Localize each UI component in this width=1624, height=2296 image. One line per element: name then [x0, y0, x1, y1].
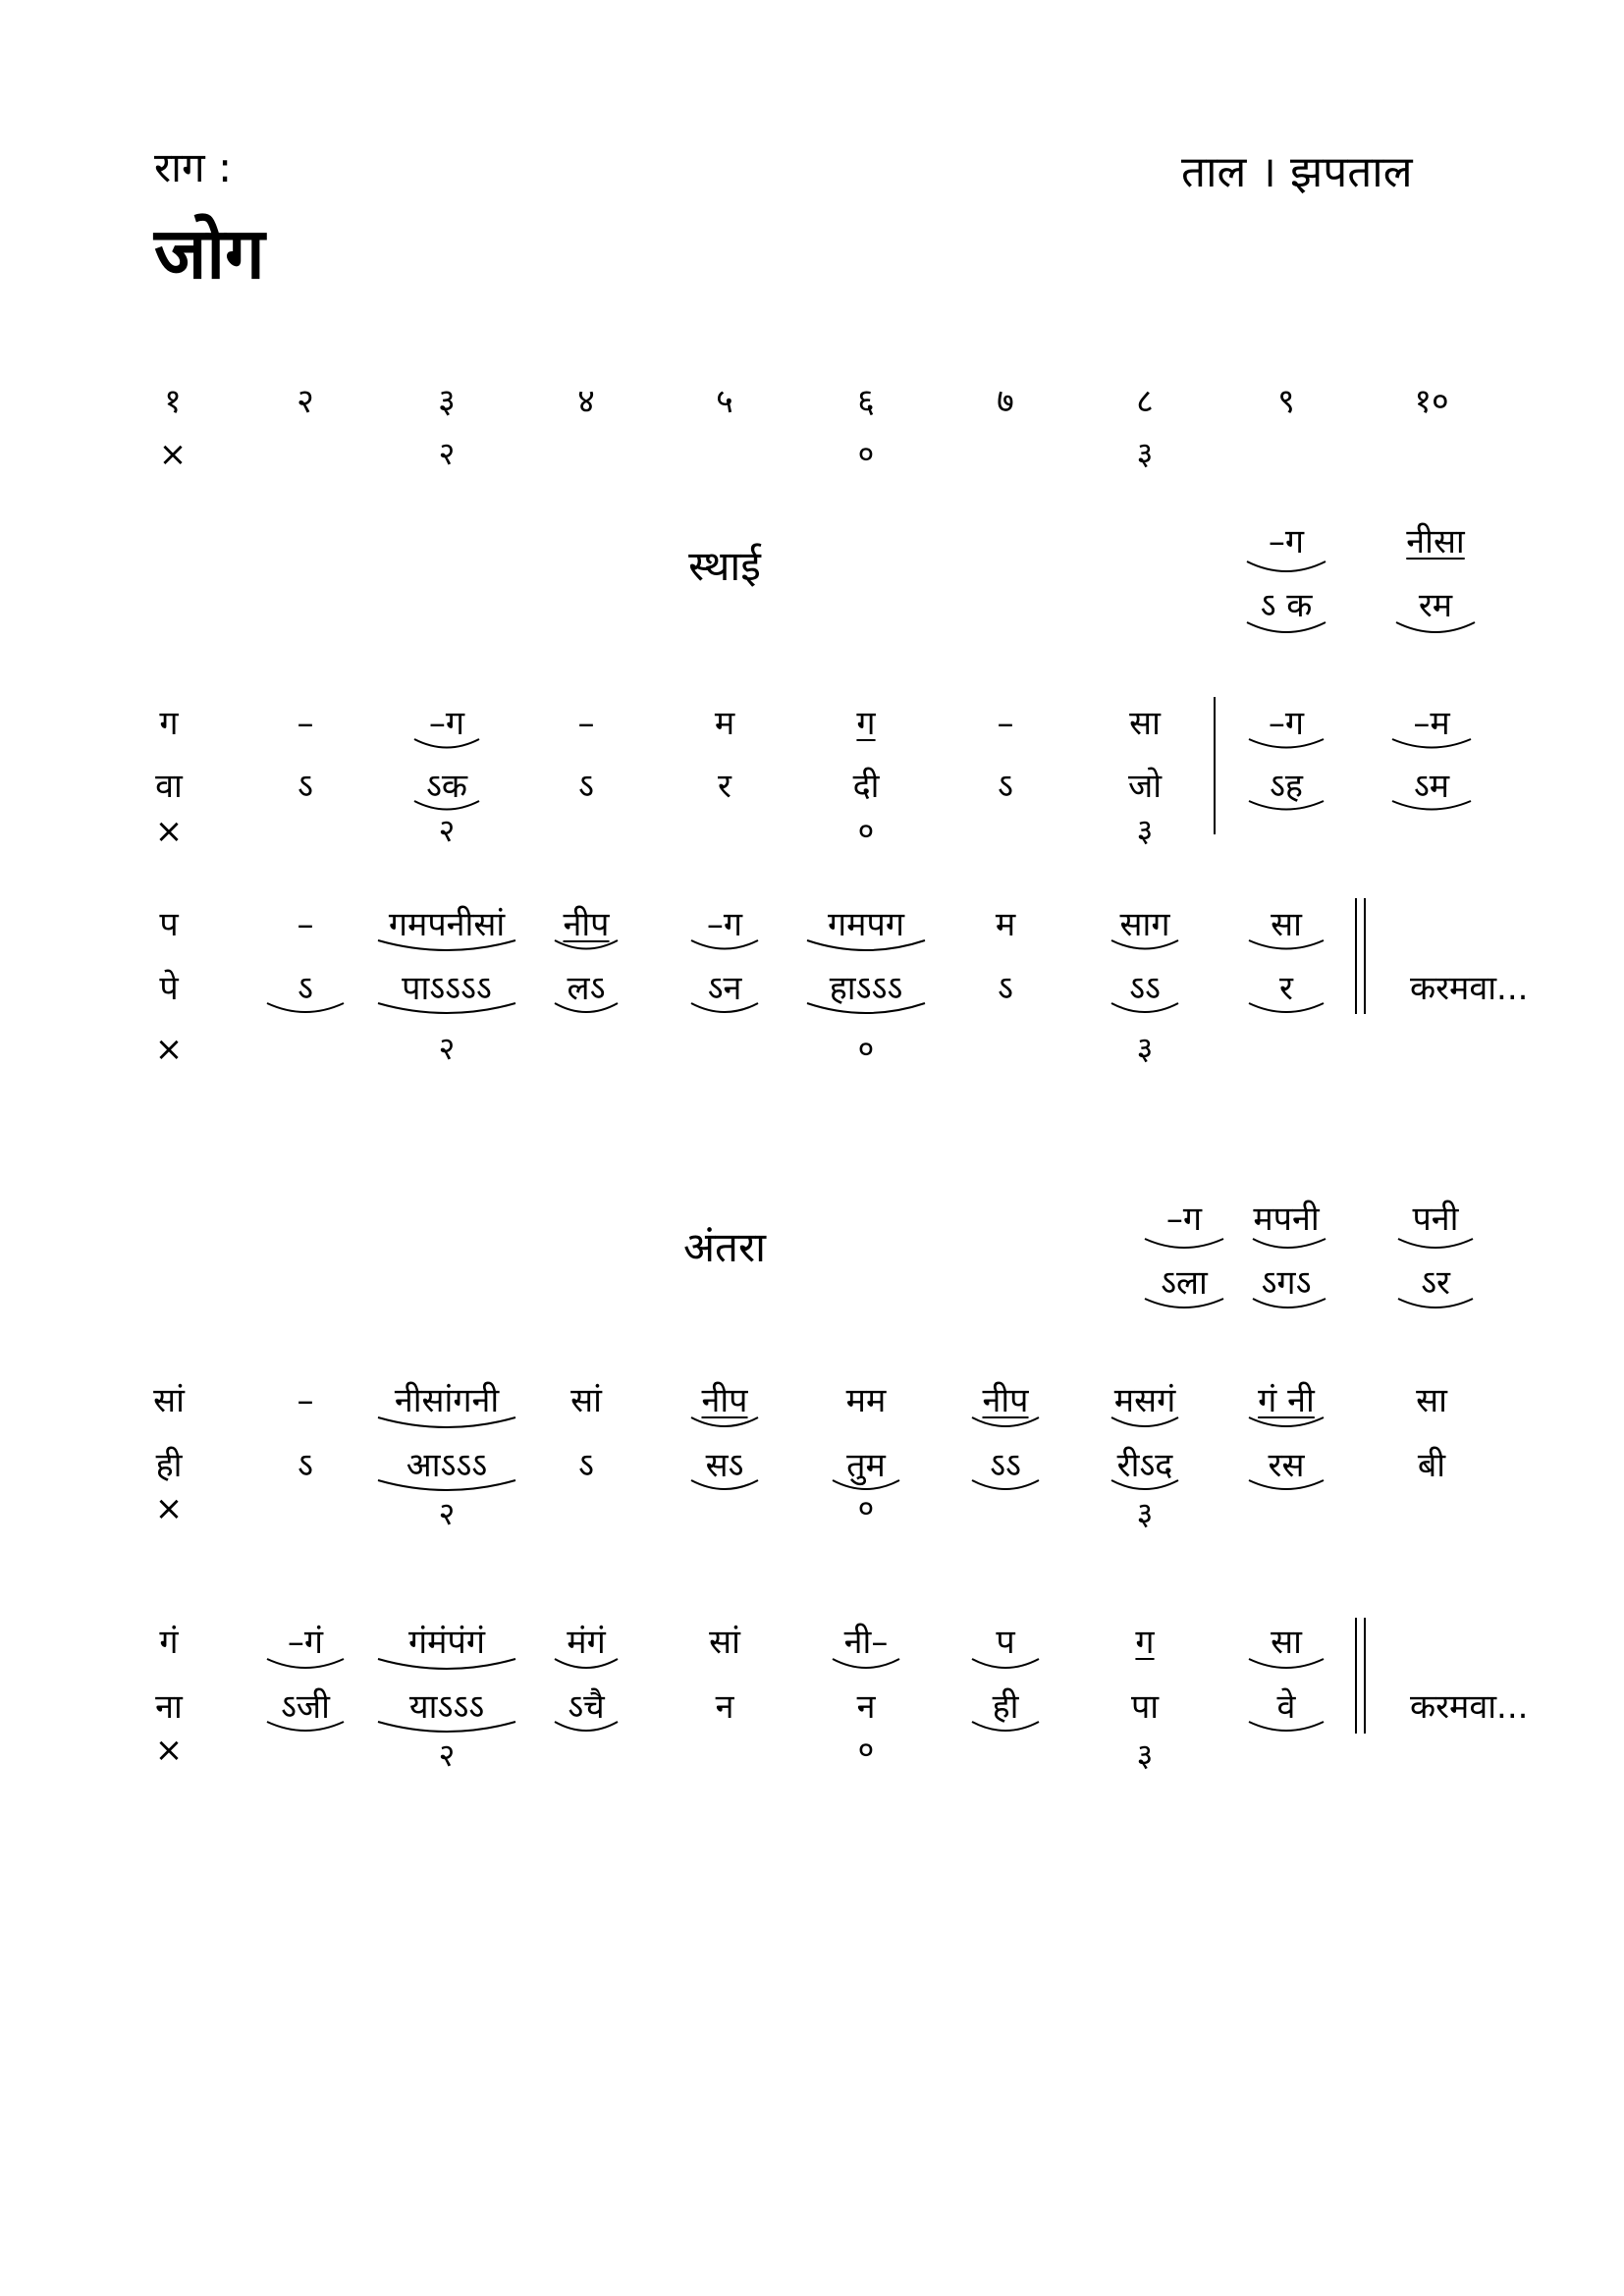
bol: ऽजी	[281, 1687, 330, 1727]
bol: ना	[155, 1687, 183, 1727]
swar: गमपग	[828, 905, 904, 944]
double-bar	[1364, 1618, 1366, 1734]
swar: मसगं	[1113, 1381, 1176, 1420]
khali-mark: ०	[857, 1489, 875, 1526]
beat-number: ८	[1136, 382, 1154, 421]
double-bar	[1355, 1618, 1357, 1734]
bol: सऽ	[705, 1446, 744, 1485]
sam-mark: ×	[154, 1489, 184, 1528]
sam-mark: ×	[154, 1731, 184, 1770]
swar: –	[577, 704, 595, 743]
line-divider	[1214, 697, 1216, 834]
swar: नीप	[563, 905, 610, 944]
sthai-intro-lyric: ऽ क	[1260, 586, 1313, 625]
antara-intro-note: –ग	[1165, 1200, 1203, 1239]
antara-intro-lyric: ऽगऽ	[1261, 1263, 1312, 1303]
bol: र	[1279, 969, 1293, 1008]
line-ending: करमवा...	[1410, 969, 1529, 1008]
beat-number: २	[297, 382, 314, 421]
bol: आऽऽऽ	[406, 1446, 488, 1485]
khali-mark: ०	[857, 435, 875, 472]
antara-intro-note: मपनी	[1253, 1200, 1320, 1239]
sam-mark: ×	[158, 435, 188, 474]
bol: ऽक	[426, 767, 467, 806]
swar: –	[297, 704, 314, 743]
swar: –ग	[1268, 704, 1305, 743]
bol: याऽऽऽ	[408, 1687, 485, 1727]
swar: प	[996, 1623, 1015, 1662]
taal-mark: ३	[1136, 1495, 1154, 1532]
swar: नीसांगनी	[394, 1381, 500, 1420]
bol: रीऽद	[1116, 1446, 1173, 1485]
bol: ऽचै	[568, 1687, 605, 1727]
swar: ग	[1135, 1623, 1155, 1662]
swar: सां	[709, 1623, 740, 1662]
swar: प	[159, 905, 179, 944]
swar: –म	[1413, 704, 1450, 743]
beat-number: ४	[577, 382, 595, 421]
beat-number: ५	[716, 382, 733, 421]
swar: –ग	[428, 704, 465, 743]
taal-mark: २	[438, 1736, 456, 1774]
bol: तुम	[846, 1446, 886, 1485]
bol: ऽ	[998, 767, 1013, 806]
bol: ऽ	[578, 1446, 594, 1485]
khali-mark: ०	[857, 812, 875, 849]
swar: म	[714, 704, 735, 743]
swar: सा	[1271, 905, 1302, 944]
taal-mark: २	[438, 1030, 456, 1067]
antara-intro-lyric: ऽर	[1421, 1263, 1450, 1303]
sthai-title: स्थाई	[688, 542, 761, 590]
swar: नी–	[843, 1623, 889, 1662]
bol: न	[715, 1687, 734, 1727]
bol: र	[718, 767, 731, 806]
beat-number: ३	[438, 382, 456, 421]
swar: मंगं	[567, 1623, 606, 1662]
taal-mark: ३	[1136, 812, 1154, 849]
bol: ऽ	[298, 1446, 313, 1485]
sthai-intro-lyric: रम	[1418, 586, 1453, 625]
swar: सां	[570, 1381, 602, 1420]
bol: दी	[852, 767, 880, 806]
beat-number: ७	[997, 382, 1014, 421]
swar: मम	[845, 1381, 887, 1420]
raga-label: राग :	[154, 143, 233, 191]
swar: ग	[856, 704, 876, 743]
khali-mark: ०	[857, 1030, 875, 1067]
swar: सा	[1416, 1381, 1447, 1420]
double-bar	[1364, 898, 1366, 1014]
swar: सा	[1129, 704, 1161, 743]
swar: गंमंपंगं	[408, 1623, 485, 1662]
bol: ऽ	[298, 767, 313, 806]
taal-mark: २	[438, 435, 456, 472]
swar: –	[997, 704, 1014, 743]
bol: लऽ	[567, 969, 606, 1008]
bol: वा	[155, 767, 183, 806]
beat-number: ६	[857, 382, 875, 421]
sam-mark: ×	[154, 812, 184, 851]
bol: बी	[1417, 1446, 1446, 1485]
swar: नीप	[982, 1381, 1029, 1420]
taal-mark: ३	[1136, 1030, 1154, 1067]
swar: गं नी	[1258, 1381, 1315, 1420]
bol: वे	[1276, 1687, 1296, 1727]
beat-number: ९	[1277, 382, 1295, 421]
bol: हाऽऽऽ	[829, 969, 903, 1008]
antara-title: अंतरा	[682, 1223, 767, 1271]
bol: पाऽऽऽऽ	[402, 969, 492, 1008]
antara-intro-lyric: ऽला	[1161, 1263, 1208, 1303]
antara-intro-note: पनी	[1412, 1200, 1459, 1239]
taal-mark: ३	[1136, 435, 1154, 472]
bol: रस	[1268, 1446, 1305, 1485]
bol: न	[856, 1687, 876, 1727]
bol: ही	[992, 1687, 1019, 1727]
swar: सा	[1271, 1623, 1302, 1662]
bol: जो	[1127, 767, 1163, 806]
raga-name: जोग	[154, 212, 265, 294]
bol: ऽऽ	[990, 1446, 1021, 1485]
bol: ऽह	[1270, 767, 1303, 806]
tala-label: ताल । झपताल	[1181, 147, 1413, 197]
beat-number: १०	[1414, 382, 1449, 421]
bol: ही	[155, 1446, 183, 1485]
swar: गं	[159, 1623, 179, 1662]
swar: –गं	[287, 1623, 324, 1662]
taal-mark: ३	[1136, 1736, 1154, 1774]
line-ending: करमवा...	[1410, 1687, 1529, 1727]
bol: पे	[159, 969, 179, 1008]
swar: नीप	[701, 1381, 748, 1420]
swar: सां	[153, 1381, 185, 1420]
swar: साग	[1119, 905, 1170, 944]
khali-mark: ०	[857, 1731, 875, 1768]
swar: ग	[159, 704, 179, 743]
sam-mark: ×	[154, 1030, 184, 1069]
bol: ऽम	[1413, 767, 1450, 806]
sthai-intro-note: नीसा	[1406, 522, 1465, 561]
swar: –	[297, 1381, 314, 1420]
double-bar	[1355, 898, 1357, 1014]
bol: ऽऽ	[1129, 969, 1161, 1008]
sthai-intro-note: –ग	[1268, 522, 1305, 561]
taal-mark: २	[438, 812, 456, 849]
bol: ऽ	[998, 969, 1013, 1008]
bol: ऽ	[298, 969, 313, 1008]
bol: ऽन	[707, 969, 742, 1008]
swar: गमपनीसां	[388, 905, 506, 944]
taal-mark: २	[438, 1495, 456, 1532]
bol: पा	[1130, 1687, 1160, 1727]
swar: –	[297, 905, 314, 944]
beat-number: १	[164, 382, 182, 421]
bol: ऽ	[578, 767, 594, 806]
swar: –ग	[706, 905, 743, 944]
swar: म	[995, 905, 1016, 944]
